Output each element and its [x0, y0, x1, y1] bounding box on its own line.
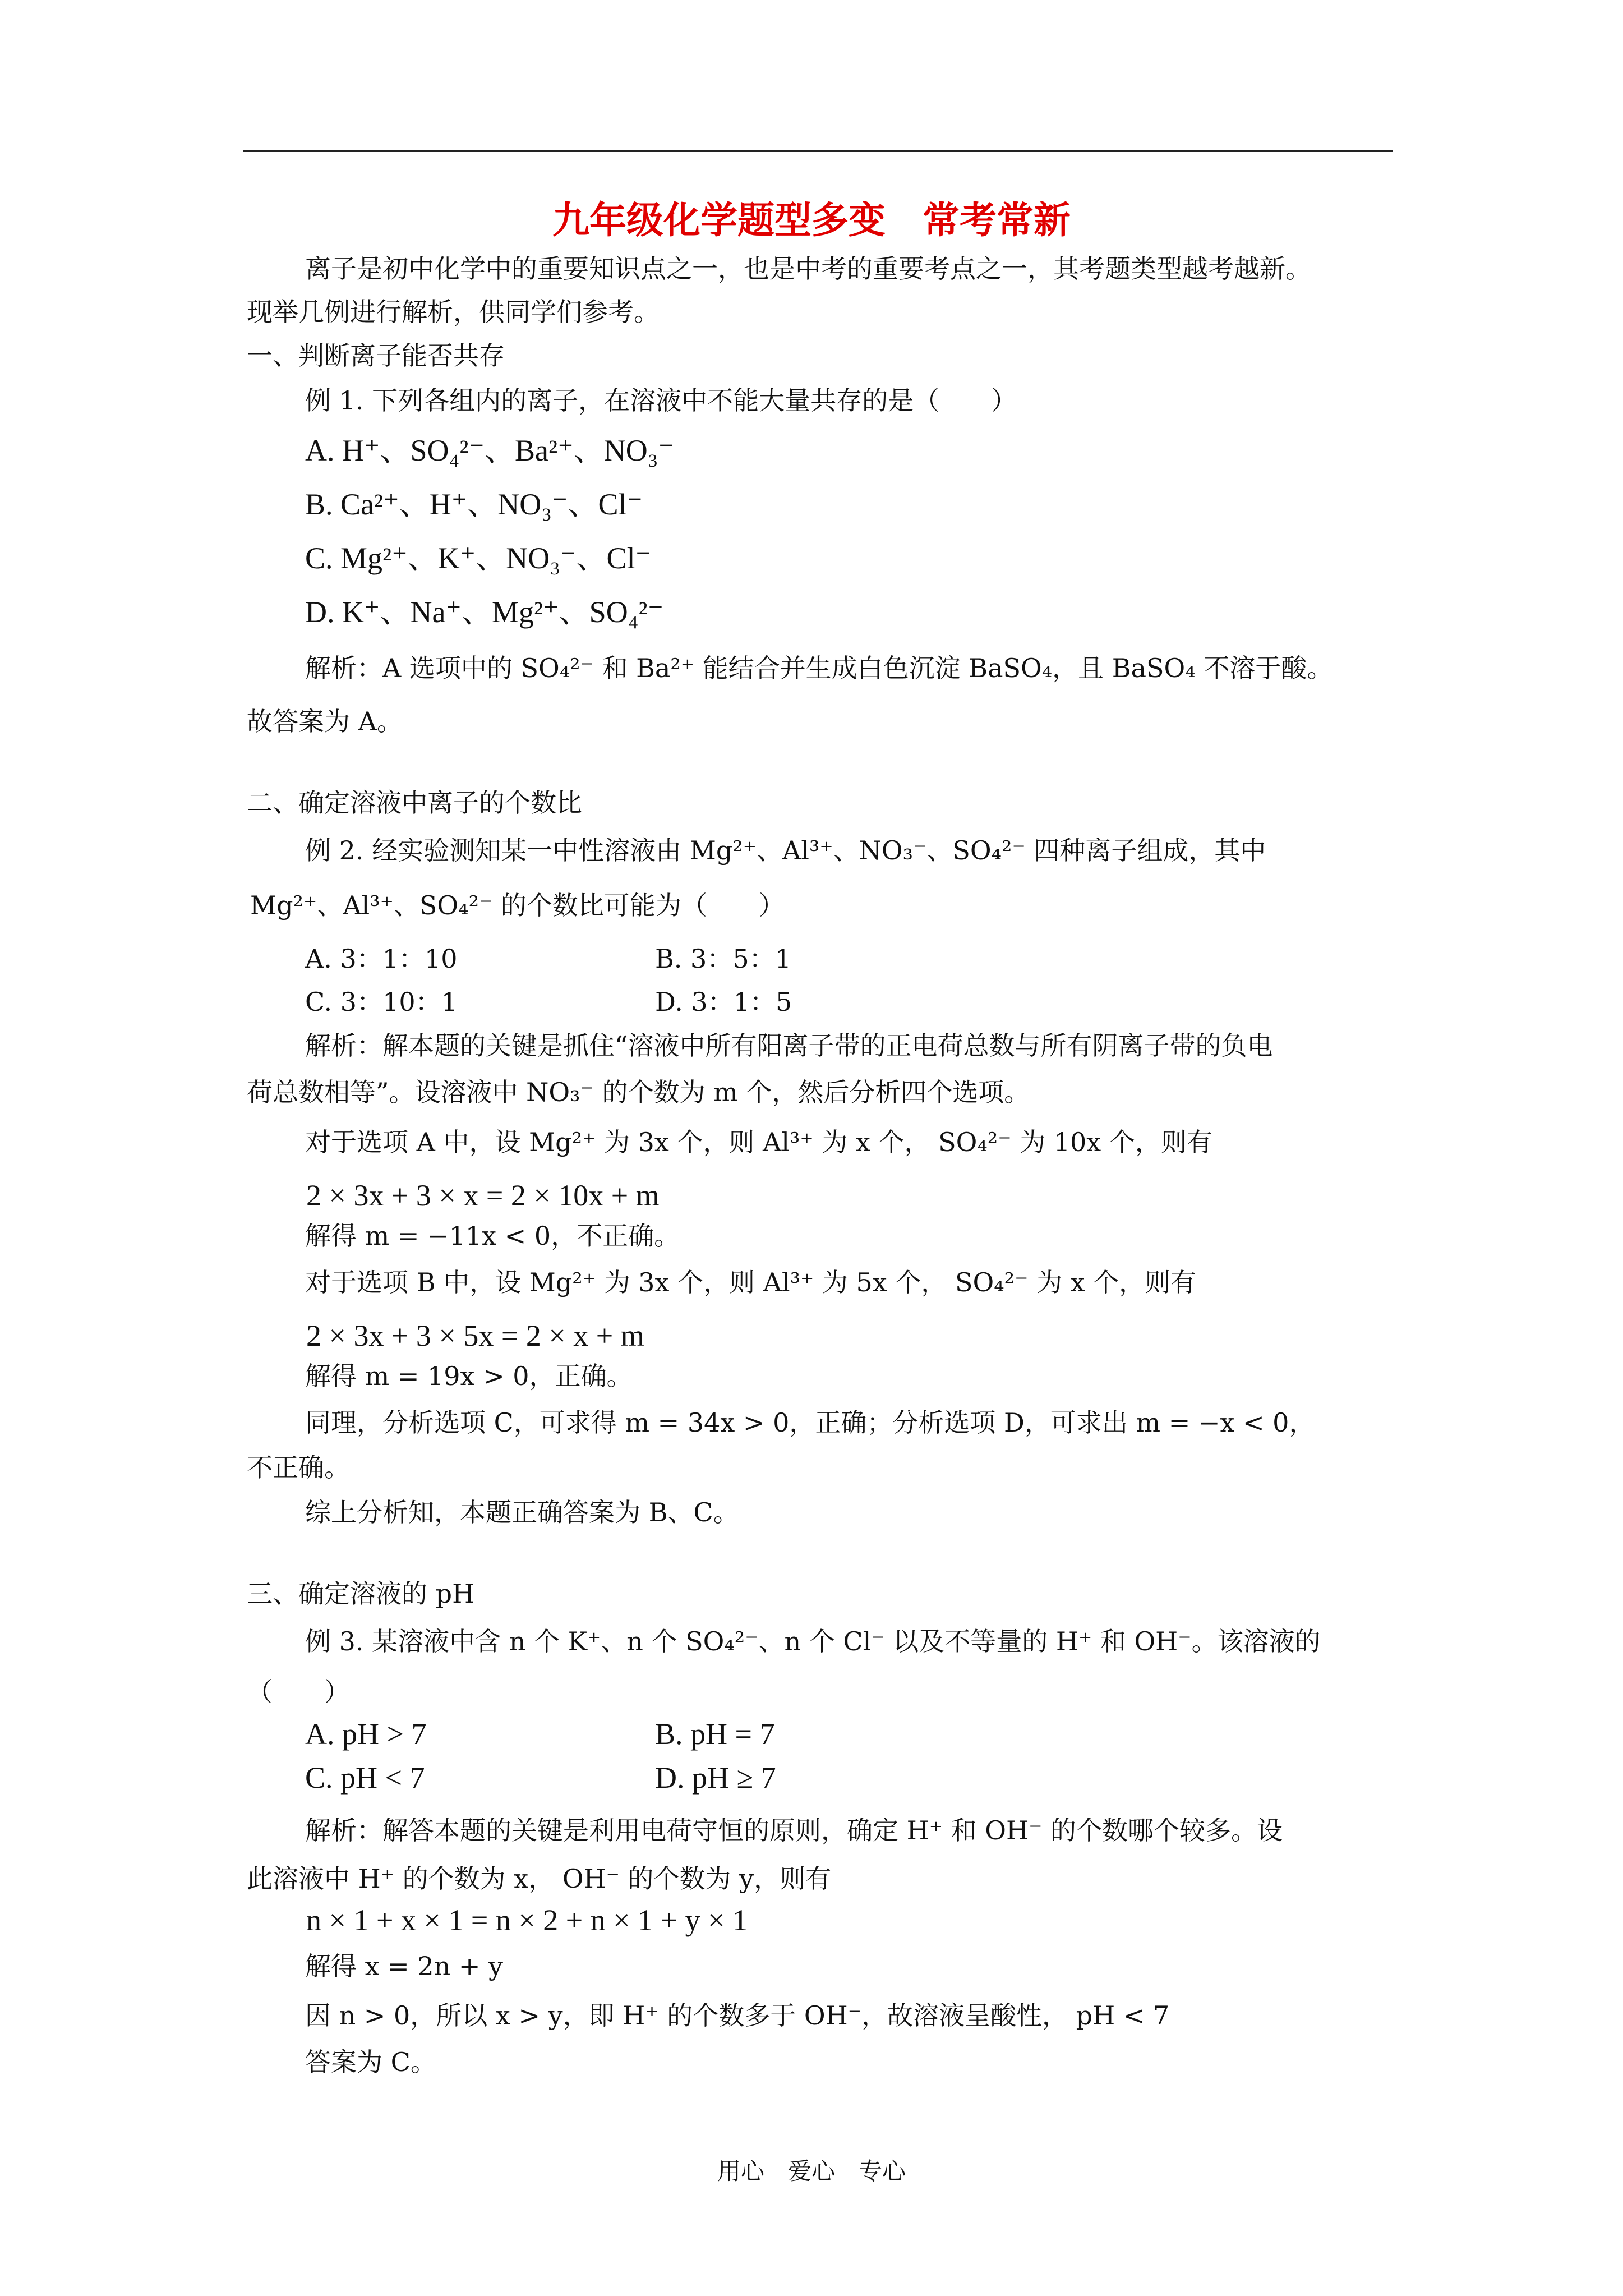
text-line: 解析：A 选项中的 SO₄²⁻ 和 Ba²⁺ 能结合并生成白色沉淀 BaSO₄，且 BaSO₄ 不溶于酸。	[305, 653, 1333, 683]
text-line: 对于选项 B 中，设 Mg²⁺ 为 3x 个，则 Al³⁺ 为 5x 个， SO₄²⁻ 为 x 个，则有	[305, 1267, 1197, 1297]
text-line: 三、确定溶液的 pH	[247, 1579, 475, 1609]
text-line: A. H⁺、SO₄²⁻、Ba²⁺、NO₃⁻	[305, 434, 675, 467]
text-line: 解得 m = 19x > 0，正确。	[305, 1361, 633, 1391]
text-line: 2 × 3x + 3 × x = 2 × 10x + m	[306, 1179, 660, 1212]
text-line: n × 1 + x × 1 = n × 2 + n × 1 + y × 1	[306, 1903, 748, 1937]
text-line: 解析：解本题的关键是抓住“溶液中所有阳离子带的正电荷总数与所有阴离子带的负电	[305, 1030, 1273, 1061]
text-line: D. 3：1：5	[655, 987, 792, 1017]
text-line: 例 2. 经实验测知某一中性溶液由 Mg²⁺、Al³⁺、NO₃⁻、SO₄²⁻ 四种离子组成，其中	[305, 835, 1266, 866]
text-line: 例 3. 某溶液中含 n 个 K⁺、n 个 SO₄²⁻、n 个 Cl⁻ 以及不等量的 H⁺ 和 OH⁻。该溶液的	[305, 1626, 1321, 1657]
text-line: A. pH > 7	[305, 1717, 427, 1751]
text-line: B. pH = 7	[655, 1717, 775, 1751]
text-line: 解得 x = 2n + y	[305, 1951, 504, 1981]
text-line: C. Mg²⁺、K⁺、NO₃⁻、Cl⁻	[305, 541, 652, 575]
text-line: 荷总数相等”。设溶液中 NO₃⁻ 的个数为 m 个，然后分析四个选项。	[247, 1077, 1030, 1107]
text-line: C. 3：10：1	[305, 987, 458, 1017]
text-line: D. pH ≥ 7	[655, 1761, 776, 1795]
text-line: 因 n > 0，所以 x > y，即 H⁺ 的个数多于 OH⁻，故溶液呈酸性， pH < 7	[305, 2000, 1170, 2031]
header-rule	[243, 150, 1393, 152]
text-line: D. K⁺、Na⁺、Mg²⁺、SO₄²⁻	[305, 595, 664, 629]
text-line: 一、判断离子能否共存	[247, 341, 505, 371]
text-line: 故答案为 A。	[247, 706, 403, 737]
text-line: （ ）	[247, 1677, 350, 1707]
text-line: B. 3：5：1	[655, 944, 791, 974]
text-line: B. Ca²⁺、H⁺、NO₃⁻、Cl⁻	[305, 487, 643, 521]
text-line: 同理，分析选项 C，可求得 m = 34x > 0，正确；分析选项 D，可求出 m = −x < 0，	[305, 1407, 1315, 1438]
text-line: 对于选项 A 中，设 Mg²⁺ 为 3x 个，则 Al³⁺ 为 x 个， SO₄²⁻ 为 10x 个，则有	[305, 1127, 1212, 1157]
text-line: 现举几例进行解析，供同学们参考。	[247, 297, 660, 327]
text-line: 解析：解答本题的关键是利用电荷守恒的原则，确定 H⁺ 和 OH⁻ 的个数哪个较多。设	[305, 1815, 1283, 1846]
page-title: 九年级化学题型多变 常考常新	[552, 198, 1071, 242]
page-footer: 用心 爱心 专心	[717, 2157, 906, 2185]
text-line: Mg²⁺、Al³⁺、SO₄²⁻ 的个数比可能为（ ）	[250, 890, 785, 921]
text-line: 二、确定溶液中离子的个数比	[247, 788, 582, 818]
text-line: 此溶液中 H⁺ 的个数为 x， OH⁻ 的个数为 y，则有	[247, 1864, 832, 1894]
text-line: A. 3：1：10	[305, 944, 458, 974]
text-line: 不正确。	[247, 1452, 350, 1483]
text-line: 解得 m = −11x < 0，不正确。	[305, 1221, 680, 1251]
text-line: 综上分析知，本题正确答案为 B、C。	[305, 1497, 739, 1527]
text-line: 答案为 C。	[305, 2047, 436, 2077]
text-line: 2 × 3x + 3 × 5x = 2 × x + m	[306, 1319, 644, 1352]
text-line: C. pH < 7	[305, 1761, 425, 1795]
text-line: 离子是初中化学中的重要知识点之一，也是中考的重要考点之一，其考题类型越考越新。	[305, 254, 1311, 284]
text-line: 例 1. 下列各组内的离子，在溶液中不能大量共存的是（ ）	[305, 385, 1017, 416]
